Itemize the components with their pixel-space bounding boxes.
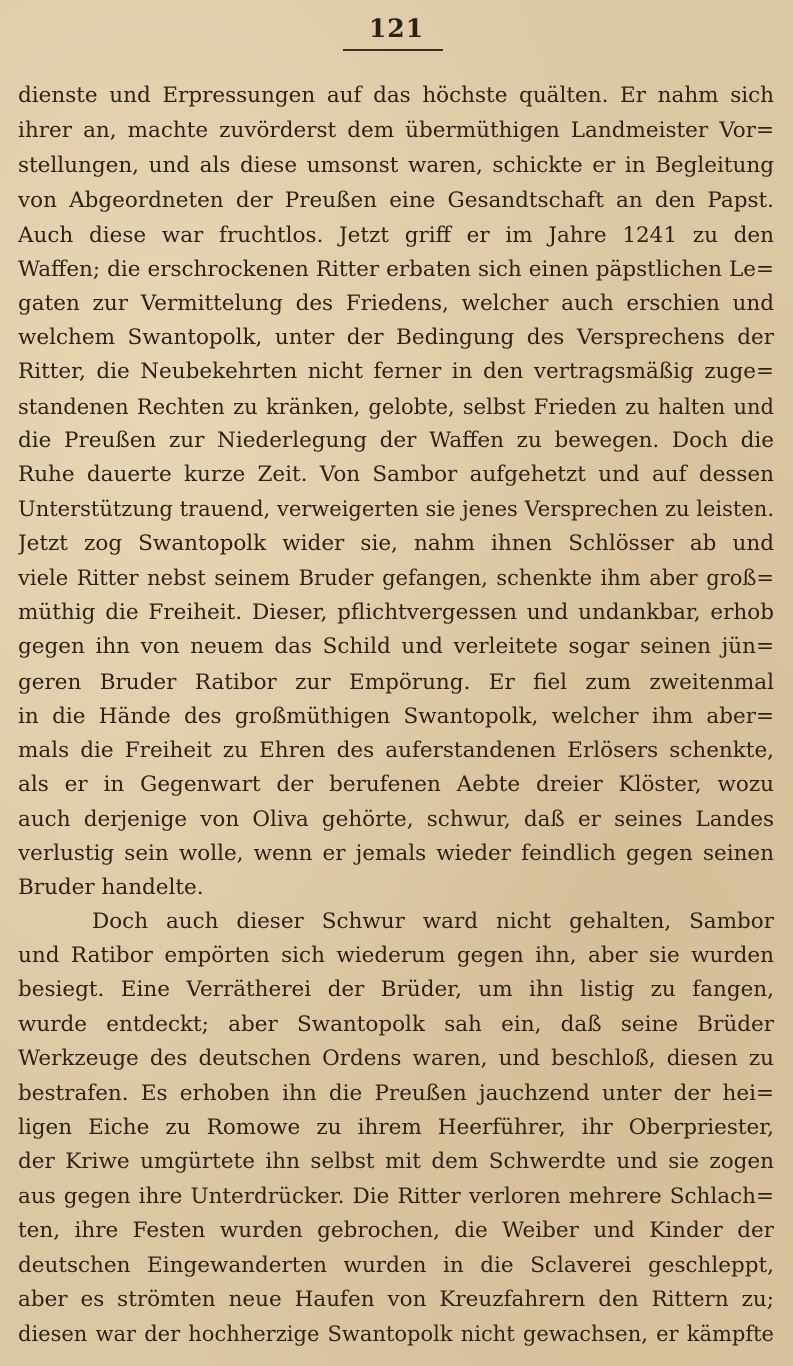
- text-line: Unterstützung trauend, verweigerten sie jenes Versprechen zu leisten.: [18, 497, 774, 521]
- text-line: bestrafen. Es erhoben ihn die Preußen jauchzend unter der hei=: [18, 1081, 774, 1106]
- text-line: auch derjenige von Oliva gehörte, schwur, daß er seines Landes: [18, 807, 774, 832]
- text-line: standenen Rechten zu kränken, gelobte, selbst Frieden zu halten und: [18, 395, 774, 419]
- text-line: diesen war der hochherzige Swantopolk nicht gewachsen, er kämpfte: [18, 1322, 774, 1346]
- text-line: ligen Eiche zu Romowe zu ihrem Heerführer, ihr Oberpriester,: [18, 1115, 774, 1140]
- text-line: müthig die Freiheit. Dieser, pflichtvergessen und undankbar, erhob: [18, 600, 774, 625]
- text-line: die Preußen zur Niederlegung der Waffen zu bewegen. Doch die: [18, 428, 774, 453]
- text-line: gaten zur Vermittelung des Friedens, welcher auch erschien und: [18, 291, 774, 316]
- text-line: geren Bruder Ratibor zur Empörung. Er fiel zum zweitenmal: [18, 670, 774, 695]
- text-line: Werkzeuge des deutschen Ordens waren, und beschloß, diesen zu: [18, 1046, 774, 1071]
- text-line: mals die Freiheit zu Ehren des auferstandenen Erlösers schenkte,: [18, 738, 774, 763]
- header-rule: [343, 49, 443, 51]
- text-line: gegen ihn von neuem das Schild und verleitete sogar seinen jün=: [18, 634, 774, 659]
- text-line: Ritter, die Neubekehrten nicht ferner in den vertragsmäßig zuge=: [18, 359, 774, 384]
- text-line: ihrer an, machte zuvörderst dem übermüthigen Landmeister Vor=: [18, 118, 774, 143]
- text-line: aus gegen ihre Unterdrücker. Die Ritter verloren mehrere Schlach=: [18, 1184, 774, 1209]
- text-line: Jetzt zog Swantopolk wider sie, nahm ihnen Schlösser ab und: [18, 531, 774, 556]
- text-line: Waffen; die erschrockenen Ritter erbaten sich einen päpstlichen Le=: [18, 257, 774, 282]
- text-line: wurde entdeckt; aber Swantopolk sah ein, daß seine Brüder: [18, 1012, 774, 1037]
- paragraph-start-line: Doch auch dieser Schwur ward nicht gehalten, Sambor: [92, 909, 774, 934]
- text-line: Bruder handelte.: [18, 875, 204, 900]
- text-line: als er in Gegenwart der berufenen Aebte dreier Klöster, wozu: [18, 772, 774, 797]
- text-line: Auch diese war fruchtlos. Jetzt griff er im Jahre 1241 zu den: [18, 223, 774, 248]
- text-line: dienste und Erpressungen auf das höchste quälten. Er nahm sich: [18, 83, 774, 108]
- page-number: 121: [368, 14, 425, 43]
- text-line: verlustig sein wolle, wenn er jemals wieder feindlich gegen seinen: [18, 841, 774, 866]
- text-line: welchem Swantopolk, unter der Bedingung des Versprechens der: [18, 325, 774, 350]
- text-line: Ruhe dauerte kurze Zeit. Von Sambor aufgehetzt und auf dessen: [18, 462, 774, 487]
- text-line: ten, ihre Festen wurden gebrochen, die Weiber und Kinder der: [18, 1218, 774, 1243]
- text-line: von Abgeordneten der Preußen eine Gesandtschaft an den Papst.: [18, 188, 774, 213]
- text-line: der Kriwe umgürtete ihn selbst mit dem Schwerdte und sie zogen: [18, 1149, 774, 1174]
- text-line: viele Ritter nebst seinem Bruder gefangen, schenkte ihm aber groß=: [18, 566, 774, 590]
- text-line: in die Hände des großmüthigen Swantopolk, welcher ihm aber=: [18, 704, 774, 729]
- text-line: besiegt. Eine Verrätherei der Brüder, um ihn listig zu fangen,: [18, 977, 774, 1002]
- text-line: stellungen, und als diese umsonst waren, schickte er in Begleitung: [18, 153, 774, 178]
- text-line: und Ratibor empörten sich wiederum gegen ihn, aber sie wurden: [18, 943, 774, 968]
- text-line: deutschen Eingewanderten wurden in die Sclaverei geschleppt,: [18, 1253, 774, 1278]
- text-line: aber es strömten neue Haufen von Kreuzfahrern den Rittern zu;: [18, 1287, 774, 1312]
